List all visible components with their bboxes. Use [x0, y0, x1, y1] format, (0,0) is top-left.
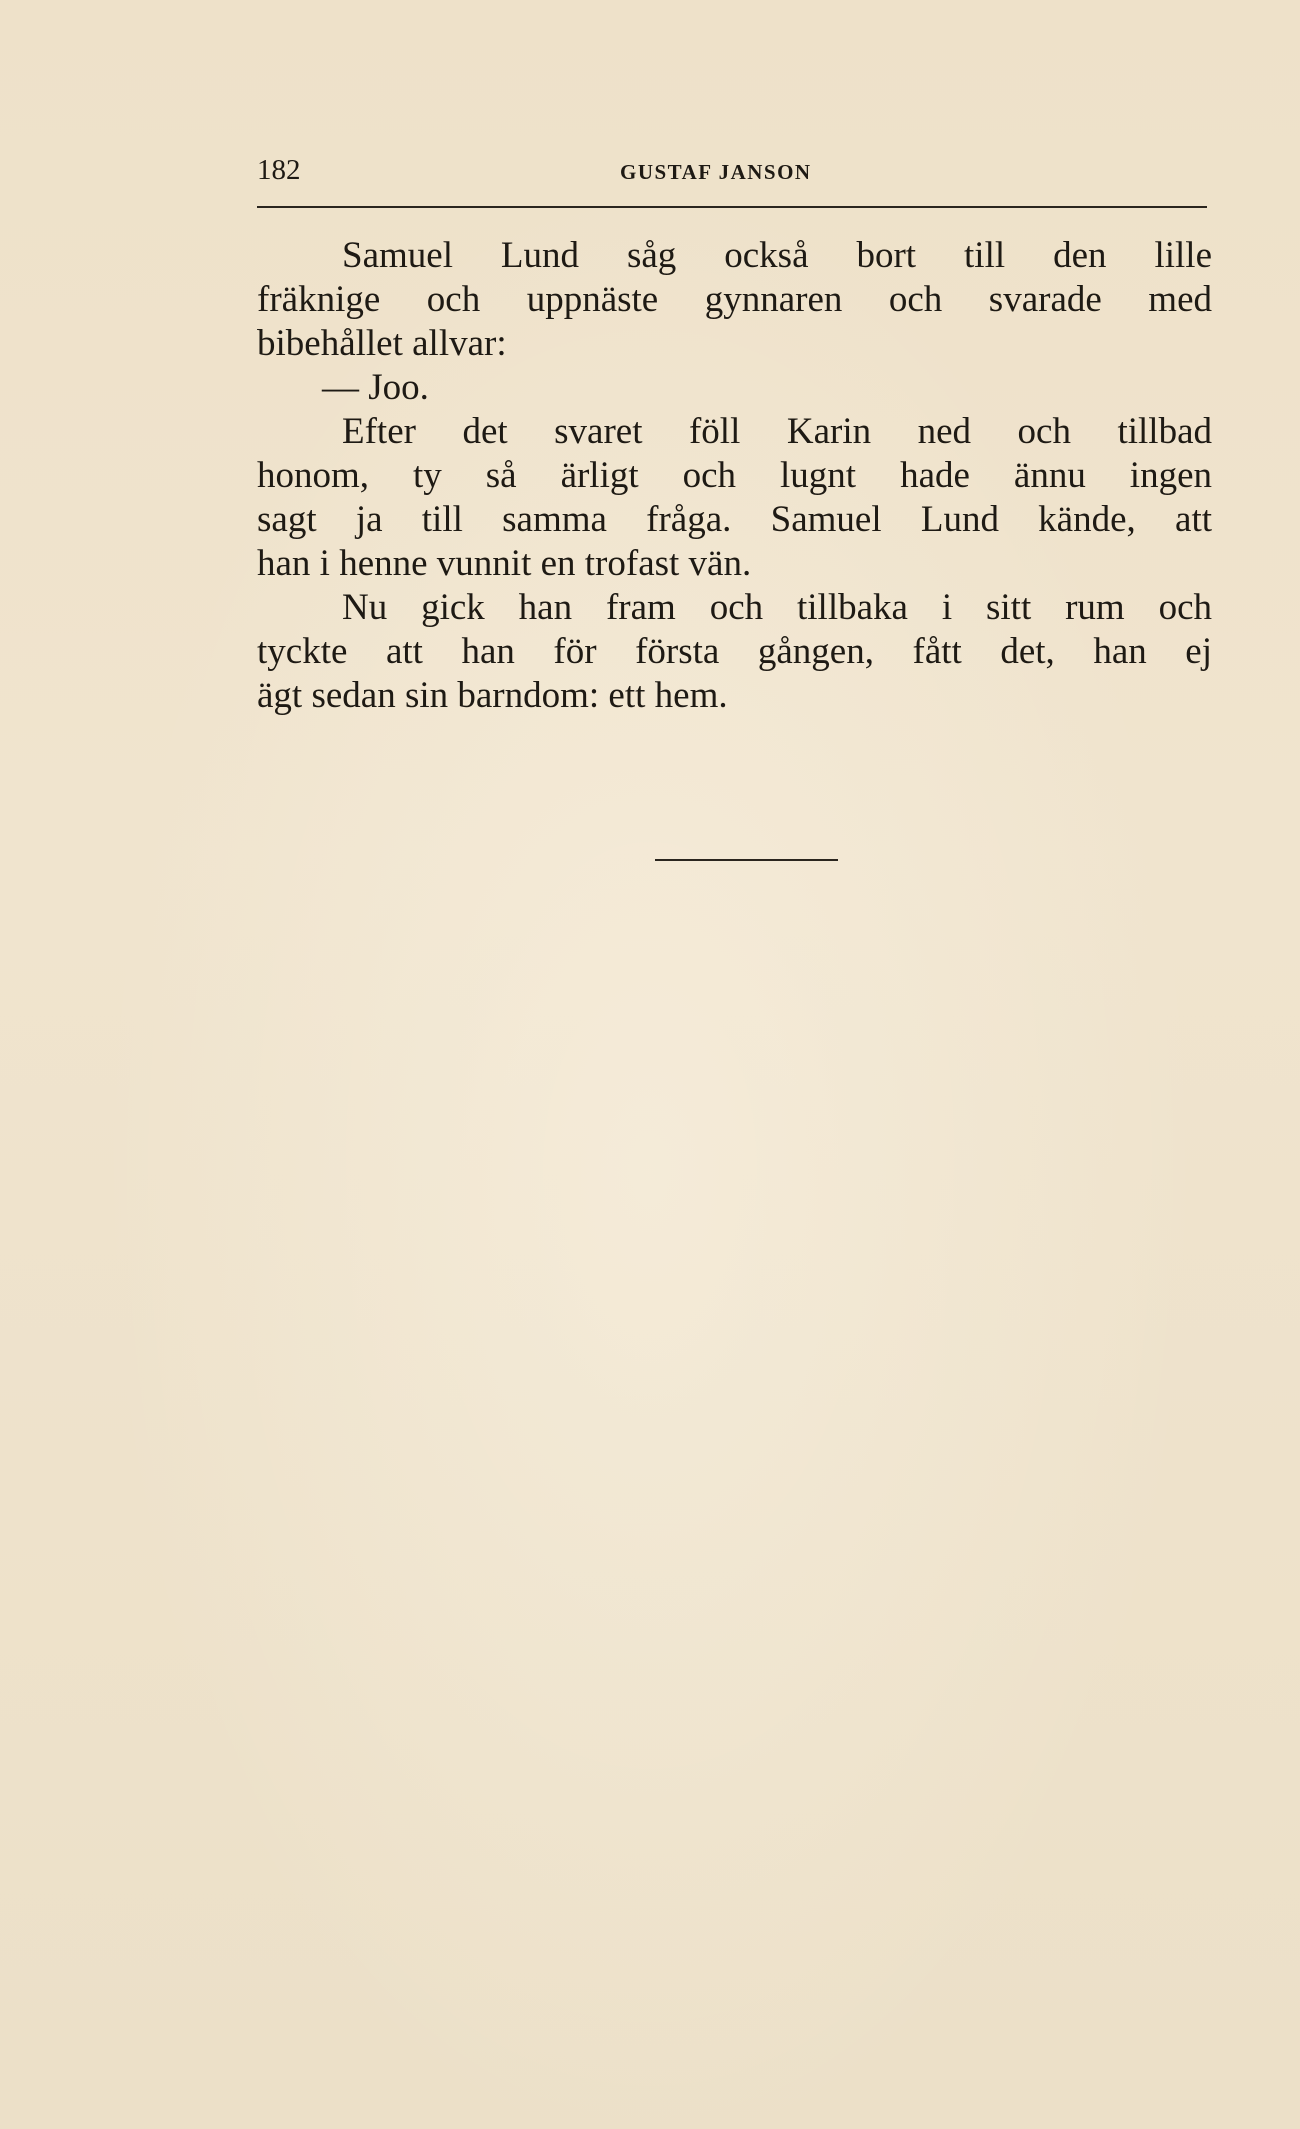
- page-number: 182: [257, 154, 301, 186]
- text-line: han i henne vunnit en trofast vän.: [257, 543, 752, 584]
- header-rule: [257, 206, 1207, 208]
- text-line: — Joo.: [322, 367, 429, 408]
- text-line: tyckte att han för första gången, fått det, han ej: [257, 631, 1212, 672]
- text-line: Nu gick han fram och tillbaka i sitt rum och: [342, 587, 1212, 628]
- text-line: Samuel Lund såg också bort till den lille: [342, 235, 1212, 276]
- page-header: [257, 152, 1207, 202]
- text-line: sagt ja till samma fråga. Samuel Lund kände, att: [257, 499, 1212, 540]
- text-line: honom, ty så ärligt och lugnt hade ännu ingen: [257, 455, 1212, 496]
- text-line: Efter det svaret föll Karin ned och tillbad: [342, 411, 1212, 452]
- section-end-rule: [655, 859, 838, 861]
- body-text: [257, 234, 1212, 718]
- running-head: GUSTAF JANSON: [620, 160, 812, 184]
- text-line: ägt sedan sin barndom: ett hem.: [257, 675, 728, 716]
- text-line: bibehållet allvar:: [257, 323, 507, 364]
- text-line: fräknige och uppnäste gynnaren och svarade med: [257, 279, 1212, 320]
